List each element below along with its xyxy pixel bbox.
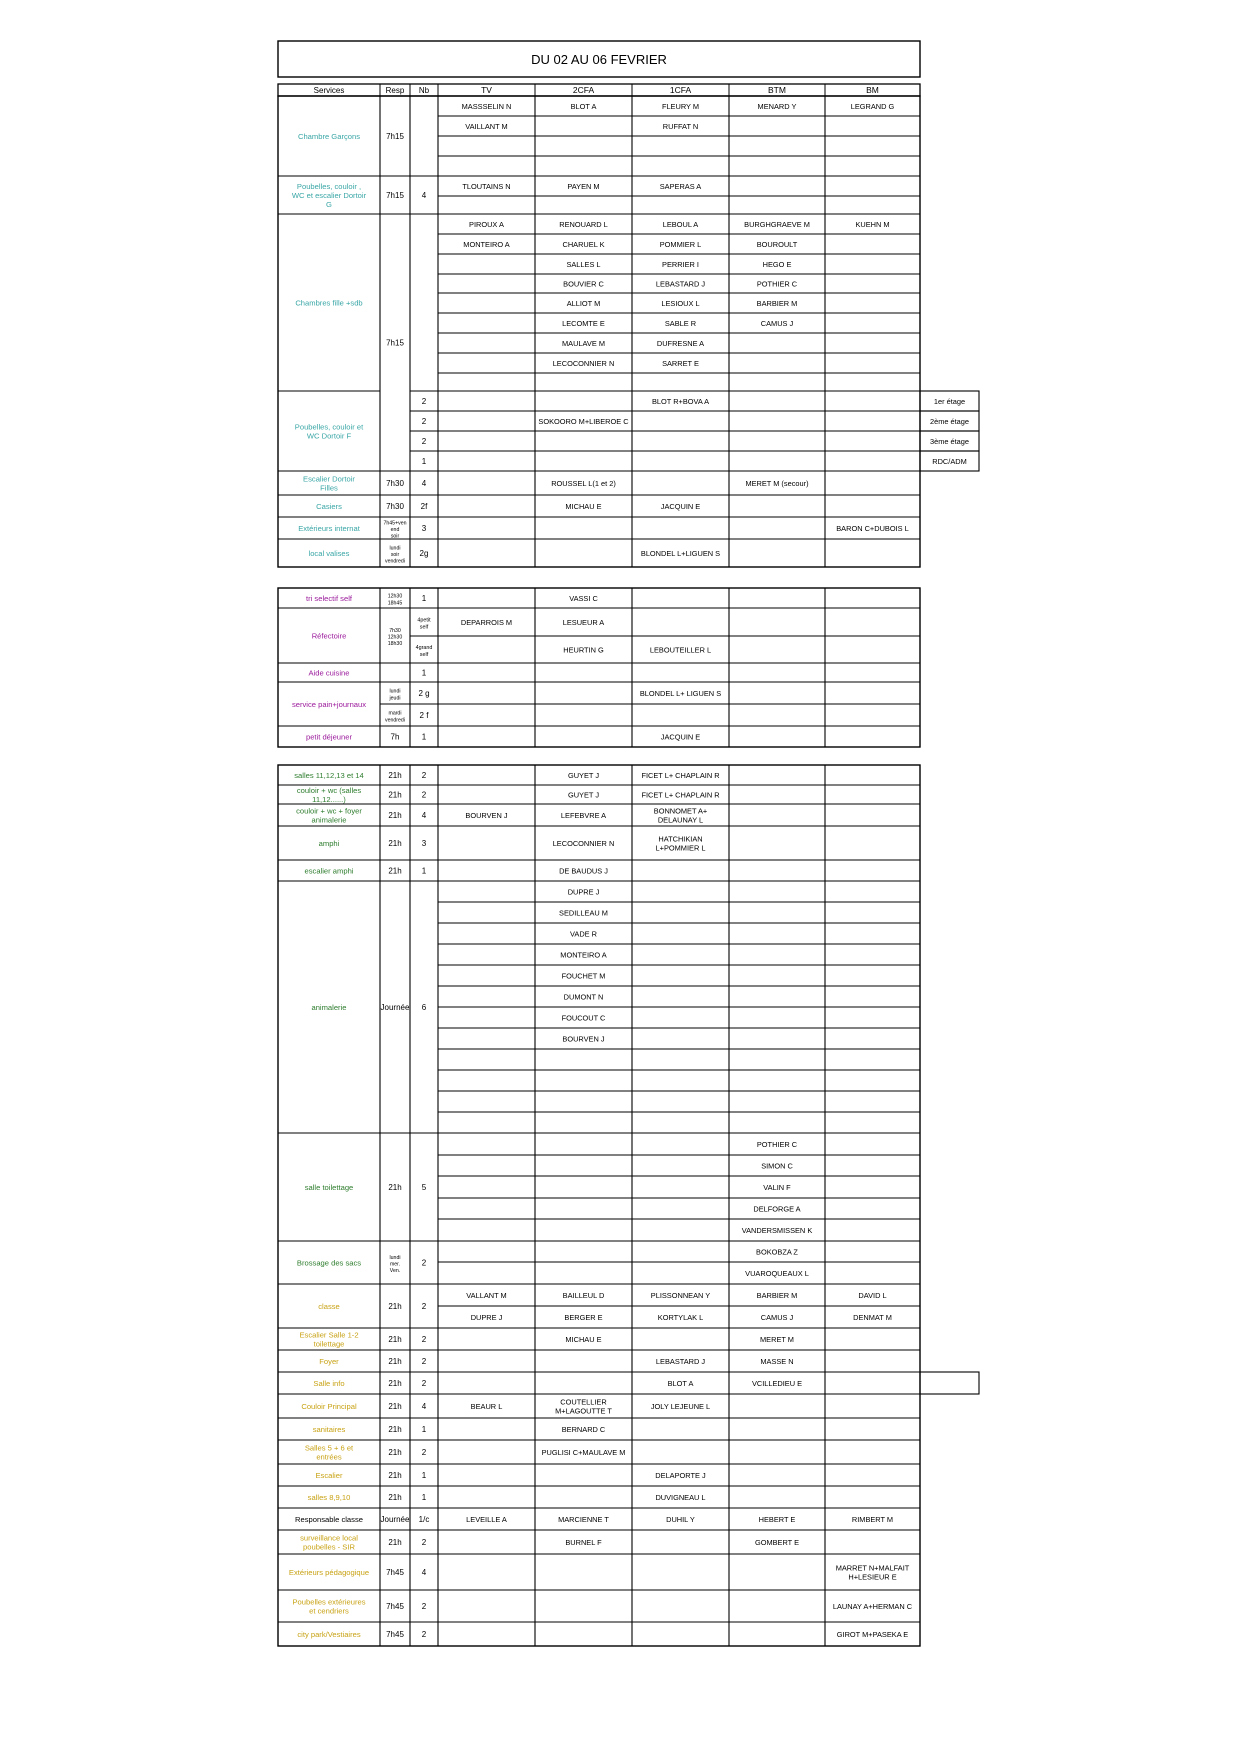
resp-time: 21h — [388, 1183, 402, 1192]
staff-count: 1 — [421, 1493, 427, 1502]
assignee-name: CAMUS J — [760, 1313, 794, 1322]
assignee-name: DAVID L — [858, 1291, 887, 1300]
service-label: local valises — [308, 549, 350, 558]
staff-count: 1 — [421, 1425, 427, 1434]
assignee-name: DEPARROIS M — [460, 618, 513, 627]
assignee-name: POTHIER C — [756, 279, 798, 289]
assignee-name: JOLY LEJEUNE L — [650, 1402, 711, 1411]
assignee-name: POMMIER L — [659, 240, 702, 249]
service-label: Responsable classe — [295, 1515, 363, 1524]
assignee-name: HEGO E — [762, 260, 792, 269]
resp-time: Journée — [380, 1515, 410, 1524]
assignee-name: VADE R — [570, 929, 597, 939]
assignee-name: CHARUEL K — [562, 240, 605, 249]
assignee-name: LEBASTARD J — [655, 279, 706, 289]
assignee-name: BERNARD C — [561, 1425, 606, 1434]
service-label: Poubelles extérieures et cendriers — [292, 1597, 366, 1616]
assignee-name: GIROT M+PASEKA E — [836, 1630, 909, 1639]
service-label: salles 11,12,13 et 14 — [294, 771, 364, 780]
staff-count: 2 — [421, 1379, 427, 1388]
assignee-name: BARBIER M — [756, 1291, 798, 1300]
assignee-name: COUTELLIER M+LAGOUTTE T — [555, 1397, 612, 1416]
assignee-name: BOUROULT — [756, 240, 798, 249]
staff-count: 2 — [421, 1258, 427, 1268]
assignee-name: GUYET J — [567, 790, 600, 800]
column-header: Services — [313, 86, 345, 95]
service-label: Couloir Principal — [301, 1402, 357, 1411]
assignee-name: MERET M (secour) — [745, 479, 809, 488]
assignee-name: SALLES L — [566, 260, 601, 269]
assignee-name: PERRIER I — [662, 260, 699, 269]
staff-count: 2 — [421, 1335, 427, 1344]
assignee-name: ROUSSEL L(1 et 2) — [551, 479, 616, 488]
assignee-name: PLISSONNEAN Y — [650, 1291, 711, 1300]
assignee-name: PIROUX A — [469, 220, 504, 229]
assignee-name: VAILLANT M — [465, 122, 508, 131]
assignee-name: SOKOORO M+LIBEROE C — [538, 417, 629, 426]
staff-count: 4 — [421, 479, 427, 488]
assignee-name: VCILLEDIEU E — [751, 1379, 803, 1388]
assignee-name: MASSE N — [760, 1357, 794, 1366]
assignee-name: SARRET E — [662, 359, 699, 368]
service-label: Salles 5 + 6 et entrées — [304, 1443, 354, 1462]
service-label: Salle info — [313, 1379, 345, 1388]
resp-time: mardi vendredi — [385, 710, 405, 724]
resp-time: 7h45 — [386, 1568, 404, 1577]
resp-time: lundi soir vendredi — [385, 545, 405, 565]
service-label: Chambre Garçons — [297, 132, 361, 141]
assignee-name: LEBASTARD J — [655, 1357, 706, 1366]
resp-time: Journée — [380, 1003, 410, 1012]
resp-time: 7h30 — [386, 502, 404, 511]
assignee-name: LECOMTE E — [562, 319, 605, 328]
assignee-name: LEFEBVRE A — [560, 811, 607, 820]
service-label: Escalier — [315, 1471, 343, 1480]
service-label: salles 8,9,10 — [307, 1493, 351, 1502]
service-label: Poubelles, couloir , WC et escalier Dortoir G — [291, 181, 367, 210]
assignee-name: DENMAT M — [853, 1313, 892, 1322]
column-header: BTM — [768, 85, 786, 95]
assignee-name: CAMUS J — [760, 319, 794, 328]
assignee-name: MONTEIRO A — [560, 950, 607, 960]
staff-count: 2 — [421, 1448, 427, 1457]
assignee-name: MAULAVE M — [562, 339, 605, 348]
service-label: Aide cuisine — [308, 668, 350, 678]
column-header: 1CFA — [669, 85, 692, 95]
assignee-name: LECOCONNIER N — [552, 839, 615, 848]
assignee-name: DE BAUDUS J — [559, 866, 608, 876]
assignee-name: HATCHIKIAN L+POMMIER L — [655, 834, 706, 853]
service-label: petit déjeuner — [305, 732, 353, 742]
service-label: service pain+journaux — [291, 700, 367, 709]
resp-time: 21h — [388, 1357, 402, 1366]
assignee-name: BOUVIER C — [563, 279, 604, 289]
staff-count: 4petit self — [417, 617, 431, 631]
assignee-name: KUEHN M — [855, 220, 890, 229]
assignee-name: LEBOUL A — [662, 220, 699, 229]
assignee-name: VALIN F — [763, 1183, 791, 1192]
assignee-name: BLOT R+BOVA A — [651, 397, 710, 406]
service-label: Casiers — [316, 502, 342, 511]
column-header: Nb — [418, 86, 430, 95]
assignee-name: FICET L+ CHAPLAIN R — [641, 790, 720, 800]
staff-count: 1/c — [418, 1515, 430, 1524]
resp-time: 21h — [388, 1302, 402, 1311]
assignee-name: DUPRE J — [567, 887, 600, 897]
assignee-name: RIMBERT M — [851, 1515, 894, 1524]
assignee-name: DUPRE J — [470, 1313, 503, 1322]
resp-time: 21h — [388, 1471, 402, 1480]
staff-count: 1 — [421, 457, 427, 466]
resp-time: 7h45+ven end soir — [383, 520, 407, 540]
assignee-name: VUAROQUEAUX L — [745, 1269, 809, 1278]
assignee-name: RUFFAT N — [662, 122, 699, 131]
assignee-name: LESIOUX L — [661, 299, 700, 308]
service-label: Escalier Salle 1-2 toilettage — [299, 1330, 359, 1349]
staff-count: 2 — [421, 1602, 427, 1611]
staff-count: 6 — [421, 1003, 427, 1012]
assignee-name: HEURTIN G — [563, 645, 604, 655]
assignee-name: LECOCONNIER N — [552, 359, 615, 368]
assignee-name: FICET L+ CHAPLAIN R — [641, 771, 720, 780]
assignee-name: BEAUR L — [470, 1402, 503, 1411]
assignee-name: MENARD Y — [757, 102, 797, 111]
assignee-name: VALLANT M — [466, 1291, 507, 1300]
assignee-name: HEBERT E — [758, 1515, 796, 1524]
staff-count: 2 — [421, 397, 427, 406]
floor-tag: 2ème étage — [929, 417, 970, 426]
assignee-name: BLOT A — [667, 1379, 694, 1388]
resp-time: 12h30 18h45 — [387, 593, 403, 607]
assignee-name: BURGHGRAEVE M — [744, 220, 810, 229]
resp-time: 21h — [388, 1538, 402, 1547]
assignee-name: LEGRAND G — [850, 102, 895, 111]
assignee-name: BOURVEN J — [465, 811, 508, 820]
assignee-name: JACQUIN E — [660, 732, 701, 742]
page-title: DU 02 AU 06 FEVRIER — [531, 52, 667, 67]
resp-time: 21h — [388, 1379, 402, 1388]
service-label: Brossage des sacs — [296, 1258, 362, 1268]
staff-count: 2 — [421, 1302, 427, 1311]
staff-count: 1 — [421, 1471, 427, 1480]
assignee-name: DUFRESNE A — [656, 339, 705, 348]
resp-time: 7h30 12h30 18h30 — [387, 627, 403, 648]
assignee-name: DUHIL Y — [666, 1515, 695, 1524]
assignee-name: BERGER E — [564, 1313, 603, 1322]
service-label: classe — [318, 1302, 340, 1311]
assignee-name: JACQUIN E — [660, 502, 701, 511]
assignee-name: MICHAU E — [565, 502, 602, 511]
resp-time: 7h15 — [386, 338, 404, 348]
assignee-name: SEDILLEAU M — [559, 908, 608, 918]
assignee-name: GUYET J — [567, 771, 600, 780]
assignee-name: DELFORGE A — [753, 1204, 801, 1214]
resp-time: 21h — [388, 1448, 402, 1457]
assignee-name: BURNEL F — [565, 1538, 602, 1547]
resp-time: 21h — [388, 1425, 402, 1434]
resp-time: 21h — [388, 1402, 402, 1411]
resp-time: 21h — [388, 866, 402, 876]
service-label: couloir + wc + foyer animalerie — [296, 806, 362, 825]
assignee-name: LEBOUTEILLER L — [649, 645, 712, 655]
assignee-name: BLONDEL L+ LIGUEN S — [639, 689, 722, 698]
staff-count: 1 — [421, 866, 427, 876]
assignee-name: MARRET N+MALFAIT H+LESIEUR E — [835, 1563, 910, 1582]
assignee-name: BLONDEL L+LIGUEN S — [640, 549, 721, 558]
staff-count: 4grand self — [415, 645, 433, 658]
column-header: 2CFA — [572, 85, 595, 95]
resp-time: 21h — [388, 790, 402, 800]
staff-count: 2 f — [419, 711, 429, 720]
assignee-name: VANDERSMISSEN K — [741, 1226, 813, 1235]
staff-count: 2 — [421, 417, 427, 426]
assignee-name: MICHAU E — [565, 1335, 602, 1344]
service-label: Poubelles, couloir et WC Dortoir F — [294, 422, 364, 441]
service-label: escalier amphi — [304, 866, 354, 876]
service-label: Foyer — [319, 1357, 339, 1366]
staff-count: 1 — [421, 668, 427, 678]
staff-count: 2 — [421, 1630, 427, 1639]
assignee-name: LESUEUR A — [562, 618, 605, 627]
service-label: couloir + wc (salles 11,12......) — [296, 786, 362, 805]
staff-count: 4 — [421, 1402, 427, 1411]
assignee-name: BAILLEUL D — [562, 1291, 605, 1300]
assignee-name: LAUNAY A+HERMAN C — [832, 1602, 913, 1611]
staff-count: 2 — [421, 1357, 427, 1366]
assignee-name: BOKOBZA Z — [756, 1247, 798, 1257]
staff-count: 3 — [421, 839, 427, 848]
column-header: Resp — [385, 86, 405, 95]
assignee-name: TLOUTAINS N — [462, 182, 511, 191]
staff-count: 5 — [421, 1183, 427, 1192]
assignee-name: BONNOMET A+ DELAUNAY L — [653, 806, 708, 825]
assignee-name: PAYEN M — [567, 182, 600, 191]
resp-time: 21h — [388, 1335, 402, 1344]
service-label: city park/Vestiaires — [297, 1630, 361, 1639]
assignee-name: DELAPORTE J — [655, 1471, 706, 1480]
staff-count: 2 g — [418, 689, 430, 698]
staff-count: 4 — [421, 191, 427, 200]
assignee-name: BOURVEN J — [562, 1034, 605, 1044]
assignee-name: SIMON C — [761, 1161, 793, 1171]
assignee-name: FOUCHET M — [561, 971, 606, 981]
column-header: TV — [481, 85, 492, 95]
staff-count: 1 — [421, 594, 427, 603]
resp-time: 7h45 — [386, 1630, 404, 1639]
assignee-name: GOMBERT E — [754, 1538, 800, 1547]
assignee-name: ALLIOT M — [566, 299, 601, 308]
assignee-name: DUMONT N — [563, 992, 604, 1002]
service-label: animalerie — [311, 1003, 347, 1012]
assignee-name: POTHIER C — [756, 1140, 798, 1149]
floor-tag: 1er étage — [933, 397, 966, 406]
assignee-name: FLEURY M — [661, 102, 700, 111]
resp-time: 7h45 — [386, 1602, 404, 1611]
service-label: amphi — [318, 839, 340, 848]
staff-count: 1 — [421, 732, 427, 742]
assignee-name: DUVIGNEAU L — [655, 1493, 706, 1502]
staff-count: 2 — [421, 771, 427, 780]
assignee-name: MONTEIRO A — [463, 240, 510, 249]
service-label: tri selectif self — [306, 594, 352, 603]
staff-count: 4 — [421, 1568, 427, 1577]
assignee-name: SABLE R — [664, 319, 697, 328]
resp-time: lundi mer. Ven. — [389, 1254, 401, 1275]
assignee-name: BLOT A — [570, 102, 597, 111]
service-label: Extérieurs internat — [298, 524, 360, 533]
assignee-name: RENOUARD L — [559, 220, 608, 229]
resp-time: 21h — [388, 839, 402, 848]
resp-time: 7h15 — [386, 132, 404, 141]
column-header: BM — [866, 85, 879, 95]
staff-count: 2f — [420, 502, 428, 511]
resp-time: 7h — [390, 732, 400, 742]
staff-count: 4 — [421, 811, 427, 820]
floor-tag: RDC/ADM — [932, 457, 967, 466]
service-label: Escalier Dortoir Filles — [303, 474, 355, 493]
assignee-name: KORTYLAK L — [657, 1313, 704, 1322]
assignee-name: FOUCOUT C — [561, 1013, 606, 1023]
assignee-name: PUGLISI C+MAULAVE M — [541, 1448, 626, 1457]
assignee-name: MARCIENNE T — [558, 1515, 609, 1524]
service-label: Extérieurs pédagogique — [288, 1568, 370, 1577]
floor-tag: 3ème étage — [929, 437, 970, 446]
assignee-name: BARBIER M — [756, 299, 798, 308]
resp-time: 21h — [388, 811, 402, 820]
staff-count: 2g — [419, 549, 429, 558]
resp-time: 21h — [388, 771, 402, 780]
staff-count: 3 — [421, 524, 427, 533]
assignee-name: SAPERAS A — [659, 182, 702, 191]
assignee-name: LEVEILLE A — [466, 1515, 507, 1524]
assignee-name: BARON C+DUBOIS L — [836, 524, 909, 533]
resp-time: 7h15 — [386, 191, 404, 200]
service-label: sanitaires — [312, 1425, 346, 1434]
service-label: salle toilettage — [304, 1183, 354, 1192]
assignee-name: MERET M — [760, 1335, 794, 1344]
service-label: Réfectoire — [311, 631, 347, 641]
assignee-name: MASSSELIN N — [461, 102, 512, 111]
resp-time: lundi jeudi — [389, 688, 401, 702]
staff-count: 2 — [421, 790, 427, 800]
staff-count: 2 — [421, 437, 427, 446]
staff-count: 2 — [421, 1538, 427, 1547]
resp-time: 21h — [388, 1493, 402, 1502]
resp-time: 7h30 — [386, 479, 404, 488]
service-label: surveillance local poubelles - SIR — [300, 1533, 358, 1552]
service-label: Chambres fille +sdb — [295, 298, 363, 308]
assignee-name: VASSI C — [569, 594, 598, 603]
